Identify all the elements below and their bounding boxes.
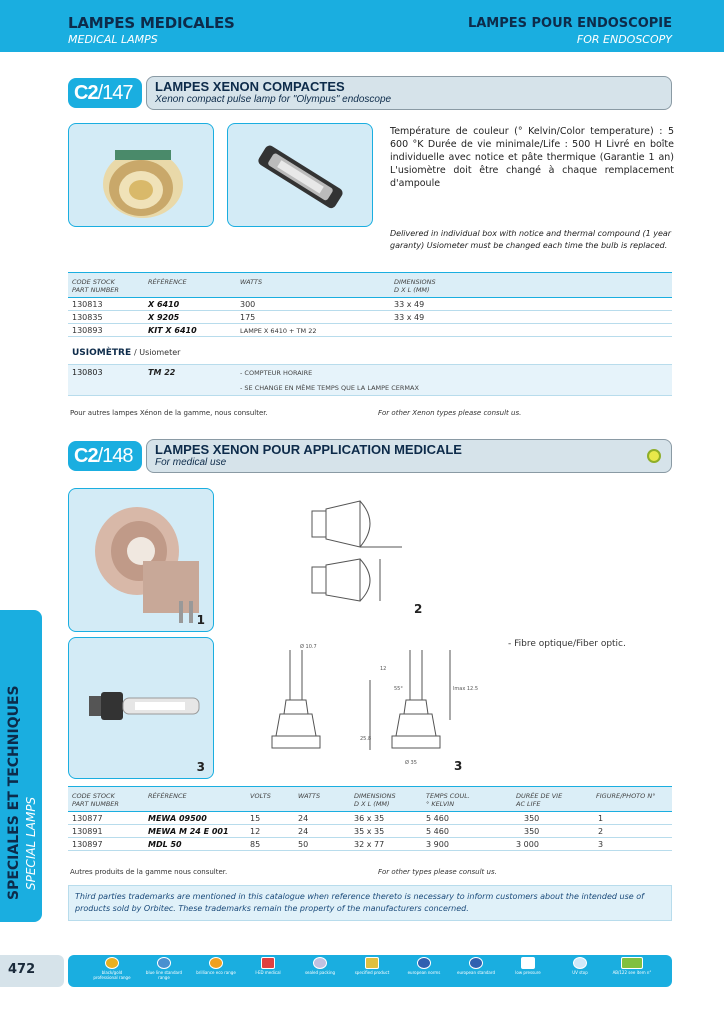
hid-lamp-icon — [69, 638, 214, 779]
section1-title-box — [146, 76, 672, 110]
sealed-icon: sealed packing — [298, 957, 342, 985]
header-bar — [0, 0, 724, 52]
section1-note-fr: Pour autres lampes Xénon de la gamme, nous consulter. — [70, 409, 268, 417]
european-norm-icon: european norms — [402, 957, 446, 985]
svg-text:25.8: 25.8 — [360, 736, 372, 742]
col-code: CODE STOCK PART NUMBER — [72, 278, 119, 294]
lamp-photo-1 — [68, 488, 214, 632]
col-watts: WATTS — [298, 792, 321, 800]
section1-badge: C2/147 — [68, 78, 142, 108]
section2-note-en: For other types please consult us. — [378, 868, 497, 876]
col-fig: FIGURE/PHOTO N° — [596, 792, 656, 800]
header-right-subtitle: FOR ENDOSCOPY — [576, 33, 672, 46]
col-temp: TEMPS COUL. ° KELVIN — [426, 792, 470, 808]
col-ref: RÉFÉRENCE — [148, 278, 187, 286]
svg-text:Ø 35: Ø 35 — [405, 760, 417, 766]
reflector-lamp-icon — [69, 489, 214, 632]
section2-title: LAMPES XENON POUR APPLICATION MEDICALE — [155, 442, 462, 457]
svg-text:55°: 55° — [394, 686, 403, 692]
section1-title: LAMPES XENON COMPACTES — [155, 79, 345, 94]
section2-badge: C2/148 — [68, 441, 142, 471]
technical-drawing-3 — [250, 640, 480, 775]
figure-number-1: 1 — [196, 613, 205, 627]
header-right-title: LAMPES POUR ENDOSCOPIE — [467, 16, 672, 31]
uv-stop-icon: UV stop — [558, 957, 602, 985]
sidebar-subtitle: SPECIAL LAMPS — [24, 796, 38, 890]
figure-number-3b: 3 — [454, 759, 463, 773]
blue-line-icon: blue line standard range — [142, 957, 186, 985]
svg-text:12: 12 — [380, 666, 387, 672]
lamp-photo-x6410 — [68, 123, 214, 227]
page-number: 472 — [8, 962, 36, 977]
section1-description-fr: Température de couleur (° Kelvin/Color temperature) : 5 600 °K Durée de vie minimale/Life : 500 H Livré en boîte individuelle avec notice et pâte thermique (Garantie 1 an) L'usiomètre doit être changé à chaque remplacement d'ampoule — [390, 126, 674, 189]
section1-description-en: Delivered in individual box with notice and thermal compound (1 year garanty) Usiometer must be changed each time the bulb is replaced. — [390, 229, 672, 250]
col-dim: DIMENSIONS D X L (MM) — [394, 278, 436, 294]
ab-icon: AB/122 see item n° — [610, 957, 654, 985]
medical-icon: I-ED medical — [246, 957, 290, 985]
section2-note-fr: Autres produits de la gamme nous consulter. — [70, 868, 228, 876]
col-volts: VOLTS — [250, 792, 271, 800]
header-left-subtitle: MEDICAL LAMPS — [68, 33, 158, 46]
table-row: 130891 MEWA M 24 E 001 12 24 35 x 35 5 460 350 2 — [68, 825, 672, 838]
figure-number-2: 2 — [414, 602, 423, 616]
section2-title-box — [146, 439, 672, 473]
certification-icon — [647, 449, 661, 463]
col-life: DURÉE DE VIE AC LIFE — [516, 792, 563, 808]
section1-heading — [68, 76, 672, 110]
tube-lamp-icon — [228, 124, 373, 227]
col-watts: WATTS — [240, 278, 263, 286]
footer-icon-bar — [68, 955, 672, 987]
svg-text:Ø 10.7: Ø 10.7 — [300, 644, 317, 650]
lamp-photo-x9205 — [227, 123, 373, 227]
table-row: 130835 X 9205 175 33 x 49 — [68, 311, 672, 324]
col-ref: RÉFÉRENCE — [148, 792, 187, 800]
figure-number-3: 3 — [196, 760, 205, 774]
table-row: 130897 MDL 50 85 50 32 x 77 3 900 3 000 3 — [68, 838, 672, 851]
low-pressure-icon: low pressure — [506, 957, 550, 985]
lamp-photo-3 — [68, 637, 214, 779]
table-row: 130813 X 6410 300 33 x 49 — [68, 298, 672, 311]
section1-subtitle: Xenon compact pulse lamp for "Olympus" endoscope — [155, 94, 392, 105]
col-dim: DIMENSIONS D X L (MM) — [354, 792, 396, 808]
section1-table-header — [68, 272, 672, 298]
table-row: 130877 MEWA 09500 15 24 36 x 35 5 460 350 1 — [68, 812, 672, 825]
svg-text:lmax 12.5: lmax 12.5 — [453, 686, 479, 692]
xenon-lamp-icon — [69, 124, 214, 227]
sidebar-title: SPECIALES ET TECHNIQUES — [6, 685, 22, 900]
usiometre-row: 130803 TM 22 - COMPTEUR HORAIRE - SE CHANGE EN MÊME TEMPS QUE LA LAMPE CERMAX — [68, 364, 672, 396]
technical-drawing-2 — [290, 495, 430, 620]
trademark-disclaimer: Third parties trademarks are mentioned in this catalogue when reference thereto is necessary to inform customers about the intended use of products sold by Orbitec. These trademarks remain the property of the manufacturers concerned. — [68, 885, 672, 921]
black-gold-icon: black/gold professional range — [90, 957, 134, 985]
usiometre-heading: USIOMÈTRE / Usiometer — [72, 348, 181, 358]
fibre-optic-note: - Fibre optique/Fiber optic. — [508, 639, 626, 649]
section1-note-en: For other Xenon types please consult us. — [378, 409, 522, 417]
section2-table — [68, 786, 672, 851]
header-left-title: LAMPES MEDICALES — [68, 14, 235, 32]
european-standard-icon: european standard — [454, 957, 498, 985]
section2-table-header — [68, 786, 672, 812]
section2-heading — [68, 439, 672, 473]
col-code: CODE STOCK PART NUMBER — [72, 792, 119, 808]
table-row: 130893 KIT X 6410 LAMPE X 6410 + TM 22 — [68, 324, 672, 337]
section1-table — [68, 272, 672, 337]
section2-subtitle: For medical use — [155, 457, 227, 468]
brilliance-icon: brilliance eco range — [194, 957, 238, 985]
specified-icon: specified product — [350, 957, 394, 985]
